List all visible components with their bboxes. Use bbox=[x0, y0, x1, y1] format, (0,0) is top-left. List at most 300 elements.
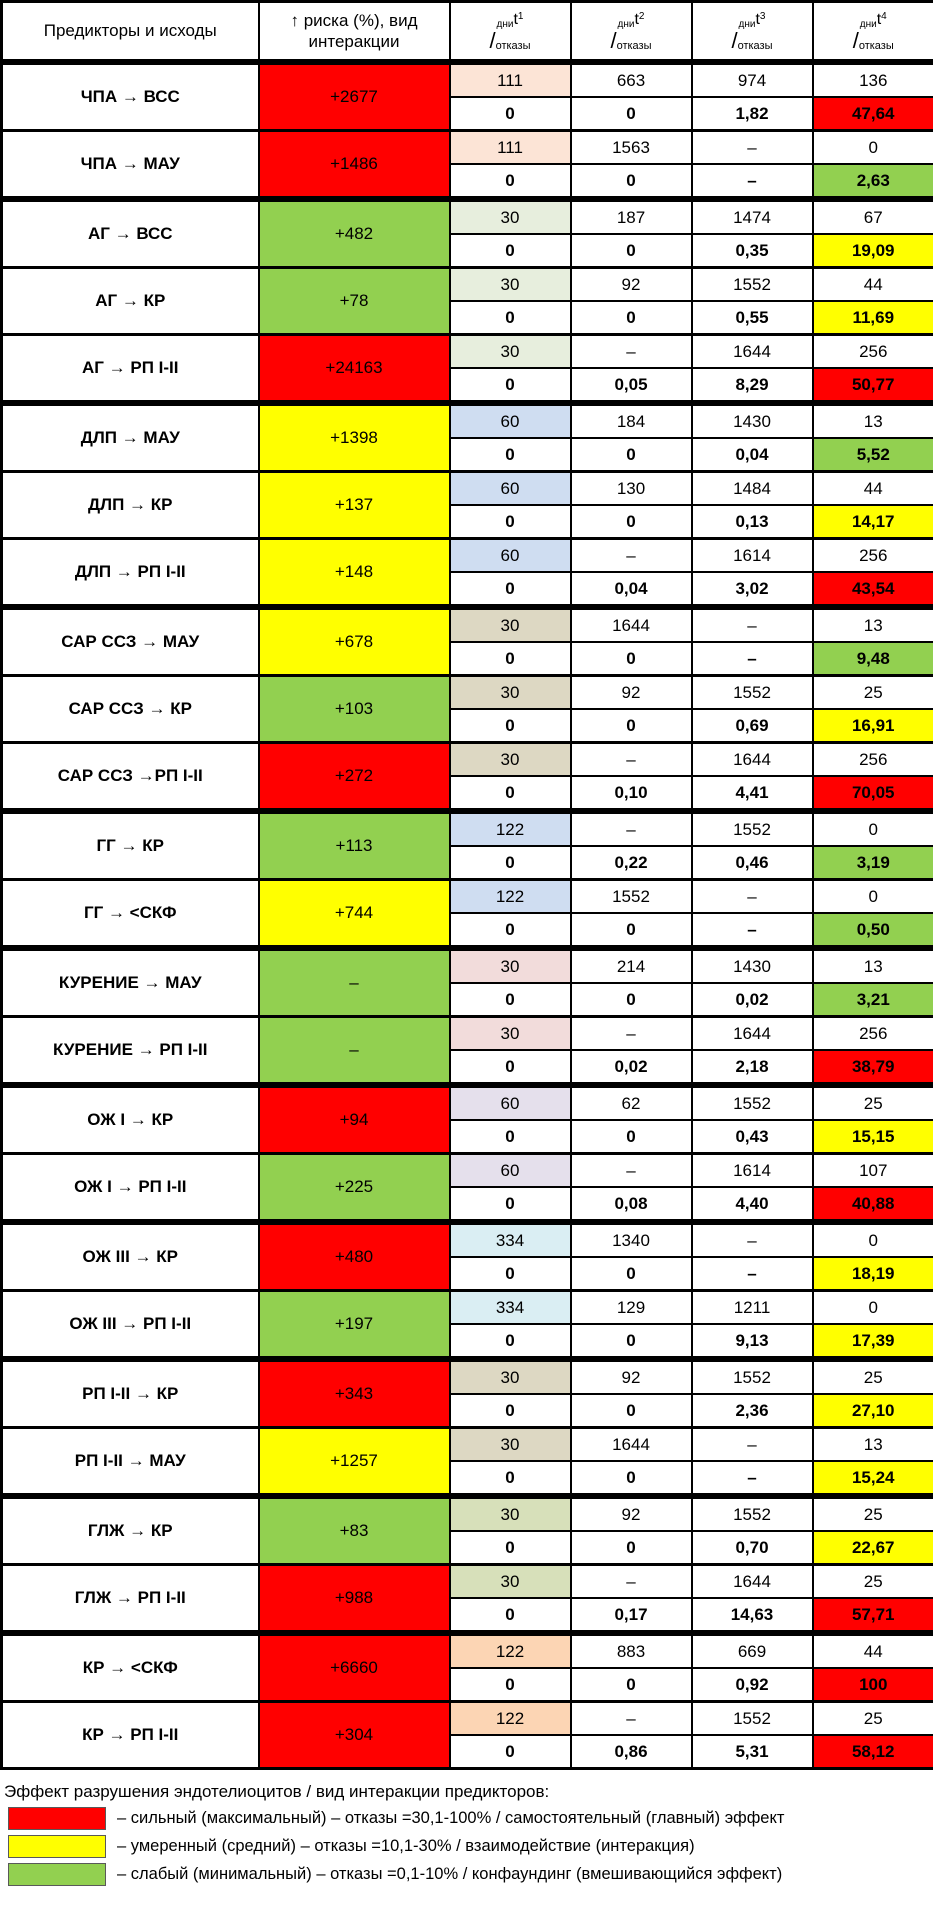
days-row bbox=[2, 880, 933, 914]
days-cell-t2: 92 bbox=[571, 1496, 692, 1531]
header-time-col: дниt$^4$ /отказы bbox=[813, 2, 933, 63]
days-cell-t2: – bbox=[571, 1702, 692, 1736]
predictor-cell: ГГ → КР bbox=[2, 811, 259, 880]
days-row bbox=[2, 403, 933, 438]
predictor-cell: ОЖ III → КР bbox=[2, 1222, 259, 1291]
days-cell-t1: 122 bbox=[450, 811, 571, 846]
days-cell-t2: 883 bbox=[571, 1633, 692, 1668]
predictor-cell: ДЛП → МАУ bbox=[2, 403, 259, 472]
fails-cell-t1: 0 bbox=[450, 1598, 571, 1633]
fails-cell-t1: 0 bbox=[450, 505, 571, 539]
row-group bbox=[2, 335, 933, 404]
row-group bbox=[2, 1633, 933, 1702]
predictor-cell: ОЖ III → РП I-II bbox=[2, 1291, 259, 1360]
days-row bbox=[2, 62, 933, 97]
days-cell-t3: 974 bbox=[692, 62, 813, 97]
fails-cell-t3: 0,46 bbox=[692, 846, 813, 880]
fails-cell-t2: 0 bbox=[571, 1668, 692, 1702]
days-cell-t2: 1644 bbox=[571, 1428, 692, 1462]
predictor-cell: ГГ → <СКФ bbox=[2, 880, 259, 949]
fails-cell-t1: 0 bbox=[450, 913, 571, 948]
fails-cell-t1: 0 bbox=[450, 642, 571, 676]
fails-cell-t4: 38,79 bbox=[813, 1050, 933, 1085]
days-cell-t4: 13 bbox=[813, 403, 933, 438]
fails-cell-t2: 0,17 bbox=[571, 1598, 692, 1633]
legend-title: Эффект разрушения эндотелиоцитов / вид интеракции предикторов: bbox=[4, 1782, 550, 1801]
fails-cell-t3: – bbox=[692, 1257, 813, 1291]
fails-cell-t4: 15,15 bbox=[813, 1120, 933, 1154]
days-row bbox=[2, 1017, 933, 1051]
row-group bbox=[2, 539, 933, 608]
days-cell-t3: 1644 bbox=[692, 743, 813, 777]
fails-cell-t3: 0,04 bbox=[692, 438, 813, 472]
days-cell-t3: 1552 bbox=[692, 1085, 813, 1120]
fails-cell-t1: 0 bbox=[450, 1257, 571, 1291]
days-row bbox=[2, 1496, 933, 1531]
days-row bbox=[2, 1565, 933, 1599]
risk-cell: +6660 bbox=[259, 1633, 450, 1702]
header-predictors: Предикторы и исходы bbox=[2, 2, 259, 63]
predictor-cell: САР ССЗ →РП I-II bbox=[2, 743, 259, 812]
days-cell-t2: 92 bbox=[571, 676, 692, 710]
days-cell-t4: 25 bbox=[813, 1496, 933, 1531]
days-cell-t1: 111 bbox=[450, 131, 571, 165]
fails-cell-t1: 0 bbox=[450, 368, 571, 403]
days-cell-t3: 1552 bbox=[692, 811, 813, 846]
days-cell-t2: – bbox=[571, 1565, 692, 1599]
fails-cell-t2: 0 bbox=[571, 642, 692, 676]
days-cell-t3: 1644 bbox=[692, 1565, 813, 1599]
fails-cell-t1: 0 bbox=[450, 1461, 571, 1496]
fails-cell-t3: 0,43 bbox=[692, 1120, 813, 1154]
fails-cell-t4: 27,10 bbox=[813, 1394, 933, 1428]
days-cell-t1: 122 bbox=[450, 1702, 571, 1736]
days-row bbox=[2, 948, 933, 983]
days-row bbox=[2, 676, 933, 710]
fails-cell-t2: 0 bbox=[571, 1324, 692, 1359]
fails-cell-t2: 0,05 bbox=[571, 368, 692, 403]
fails-cell-t2: 0 bbox=[571, 97, 692, 131]
row-group bbox=[2, 948, 933, 1017]
predictor-cell: ДЛП → КР bbox=[2, 472, 259, 539]
fails-cell-t4: 16,91 bbox=[813, 709, 933, 743]
predictor-cell: АГ → РП I-II bbox=[2, 335, 259, 404]
fails-cell-t3: 14,63 bbox=[692, 1598, 813, 1633]
days-cell-t1: 111 bbox=[450, 62, 571, 97]
fails-cell-t4: 17,39 bbox=[813, 1324, 933, 1359]
days-cell-t2: – bbox=[571, 335, 692, 369]
row-group bbox=[2, 1565, 933, 1634]
fails-cell-t1: 0 bbox=[450, 776, 571, 811]
days-cell-t2: 92 bbox=[571, 268, 692, 302]
predictor-cell: САР ССЗ → КР bbox=[2, 676, 259, 743]
days-cell-t2: 1644 bbox=[571, 607, 692, 642]
days-cell-t2: 184 bbox=[571, 403, 692, 438]
days-cell-t3: 1552 bbox=[692, 268, 813, 302]
days-cell-t4: 25 bbox=[813, 676, 933, 710]
fails-cell-t2: 0,08 bbox=[571, 1187, 692, 1222]
fails-cell-t4: 11,69 bbox=[813, 301, 933, 335]
risk-cell: +94 bbox=[259, 1085, 450, 1154]
row-group bbox=[2, 1359, 933, 1428]
fails-cell-t1: 0 bbox=[450, 709, 571, 743]
row-group bbox=[2, 676, 933, 743]
days-cell-t2: 62 bbox=[571, 1085, 692, 1120]
risk-cell: +137 bbox=[259, 472, 450, 539]
fails-cell-t2: 0,04 bbox=[571, 572, 692, 607]
fails-cell-t1: 0 bbox=[450, 846, 571, 880]
fails-cell-t1: 0 bbox=[450, 301, 571, 335]
fails-cell-t3: 0,02 bbox=[692, 983, 813, 1017]
fails-cell-t4: 22,67 bbox=[813, 1531, 933, 1565]
header-risk: ↑ риска (%), вид интеракции bbox=[259, 2, 450, 63]
days-cell-t4: 0 bbox=[813, 1291, 933, 1325]
risk-cell: +113 bbox=[259, 811, 450, 880]
fails-cell-t1: 0 bbox=[450, 1394, 571, 1428]
fails-cell-t4: 0,50 bbox=[813, 913, 933, 948]
days-cell-t2: 1552 bbox=[571, 880, 692, 914]
days-cell-t3: 1552 bbox=[692, 1359, 813, 1394]
fails-cell-t4: 2,63 bbox=[813, 164, 933, 199]
row-group bbox=[2, 1154, 933, 1223]
header-time-col: дниt$^1$ /отказы bbox=[450, 2, 571, 63]
days-cell-t4: 0 bbox=[813, 811, 933, 846]
legend-swatch bbox=[8, 1835, 106, 1858]
days-cell-t1: 30 bbox=[450, 743, 571, 777]
risk-cell: +988 bbox=[259, 1565, 450, 1634]
legend-item bbox=[8, 1862, 933, 1886]
days-cell-t3: – bbox=[692, 131, 813, 165]
fails-cell-t2: 0 bbox=[571, 438, 692, 472]
days-cell-t4: 25 bbox=[813, 1085, 933, 1120]
fails-cell-t2: 0 bbox=[571, 301, 692, 335]
days-cell-t3: 1644 bbox=[692, 1017, 813, 1051]
days-cell-t1: 122 bbox=[450, 880, 571, 914]
days-cell-t2: 1340 bbox=[571, 1222, 692, 1257]
row-group bbox=[2, 1291, 933, 1360]
row-group bbox=[2, 403, 933, 472]
days-cell-t4: 256 bbox=[813, 743, 933, 777]
risk-cell: +343 bbox=[259, 1359, 450, 1428]
fails-cell-t2: 0,22 bbox=[571, 846, 692, 880]
days-cell-t2: 92 bbox=[571, 1359, 692, 1394]
days-cell-t3: 1614 bbox=[692, 1154, 813, 1188]
days-cell-t4: 13 bbox=[813, 607, 933, 642]
fails-cell-t1: 0 bbox=[450, 97, 571, 131]
fails-cell-t2: 0 bbox=[571, 709, 692, 743]
risk-cell: +1257 bbox=[259, 1428, 450, 1497]
risk-cell: +1486 bbox=[259, 131, 450, 200]
fails-cell-t3: 0,70 bbox=[692, 1531, 813, 1565]
fails-cell-t3: 0,69 bbox=[692, 709, 813, 743]
days-cell-t3: – bbox=[692, 1428, 813, 1462]
risk-cell: +272 bbox=[259, 743, 450, 812]
fails-cell-t3: 0,13 bbox=[692, 505, 813, 539]
fails-cell-t1: 0 bbox=[450, 1120, 571, 1154]
days-cell-t2: – bbox=[571, 1017, 692, 1051]
days-cell-t1: 60 bbox=[450, 1154, 571, 1188]
fails-cell-t3: – bbox=[692, 642, 813, 676]
days-cell-t1: 30 bbox=[450, 1359, 571, 1394]
days-cell-t1: 30 bbox=[450, 199, 571, 234]
row-group bbox=[2, 1017, 933, 1086]
days-row bbox=[2, 1222, 933, 1257]
risk-cell: +482 bbox=[259, 199, 450, 268]
fails-cell-t4: 70,05 bbox=[813, 776, 933, 811]
days-cell-t2: – bbox=[571, 743, 692, 777]
days-cell-t2: 663 bbox=[571, 62, 692, 97]
fails-cell-t3: 4,40 bbox=[692, 1187, 813, 1222]
fails-cell-t3: 9,13 bbox=[692, 1324, 813, 1359]
days-cell-t4: 44 bbox=[813, 1633, 933, 1668]
row-group bbox=[2, 199, 933, 268]
row-group bbox=[2, 811, 933, 880]
risk-cell: +1398 bbox=[259, 403, 450, 472]
days-cell-t3: 1614 bbox=[692, 539, 813, 573]
days-cell-t1: 60 bbox=[450, 403, 571, 438]
days-cell-t4: 107 bbox=[813, 1154, 933, 1188]
fails-cell-t2: 0 bbox=[571, 1461, 692, 1496]
fails-cell-t4: 3,19 bbox=[813, 846, 933, 880]
header-time-col: дниt$^2$ /отказы bbox=[571, 2, 692, 63]
fails-cell-t3: 1,82 bbox=[692, 97, 813, 131]
predictor-cell: КР → <СКФ bbox=[2, 1633, 259, 1702]
days-cell-t4: 25 bbox=[813, 1565, 933, 1599]
days-cell-t3: – bbox=[692, 1222, 813, 1257]
fails-cell-t2: 0,10 bbox=[571, 776, 692, 811]
days-cell-t4: 44 bbox=[813, 268, 933, 302]
fails-cell-t1: 0 bbox=[450, 572, 571, 607]
fails-cell-t4: 9,48 bbox=[813, 642, 933, 676]
days-cell-t1: 60 bbox=[450, 1085, 571, 1120]
risk-cell: +678 bbox=[259, 607, 450, 676]
days-cell-t2: 1563 bbox=[571, 131, 692, 165]
days-cell-t3: 669 bbox=[692, 1633, 813, 1668]
fails-cell-t1: 0 bbox=[450, 983, 571, 1017]
days-cell-t4: 25 bbox=[813, 1359, 933, 1394]
risk-cell: +197 bbox=[259, 1291, 450, 1360]
row-group bbox=[2, 1496, 933, 1565]
predictor-cell: РП I-II → МАУ bbox=[2, 1428, 259, 1497]
row-group bbox=[2, 1085, 933, 1154]
row-group bbox=[2, 1428, 933, 1497]
legend-item bbox=[8, 1806, 933, 1830]
days-cell-t1: 60 bbox=[450, 472, 571, 506]
risk-cell: +24163 bbox=[259, 335, 450, 404]
row-group bbox=[2, 743, 933, 812]
fails-cell-t3: 3,02 bbox=[692, 572, 813, 607]
days-cell-t1: 60 bbox=[450, 539, 571, 573]
days-row bbox=[2, 539, 933, 573]
fails-cell-t1: 0 bbox=[450, 234, 571, 268]
days-row bbox=[2, 1154, 933, 1188]
fails-cell-t2: 0 bbox=[571, 983, 692, 1017]
risk-cell: +304 bbox=[259, 1702, 450, 1769]
days-row bbox=[2, 607, 933, 642]
fails-cell-t3: 8,29 bbox=[692, 368, 813, 403]
fails-cell-t4: 40,88 bbox=[813, 1187, 933, 1222]
fails-cell-t4: 5,52 bbox=[813, 438, 933, 472]
predictor-cell: АГ → КР bbox=[2, 268, 259, 335]
days-cell-t4: 0 bbox=[813, 1222, 933, 1257]
fails-cell-t1: 0 bbox=[450, 1050, 571, 1085]
days-cell-t1: 30 bbox=[450, 1017, 571, 1051]
days-cell-t3: 1644 bbox=[692, 335, 813, 369]
fails-cell-t3: 0,92 bbox=[692, 1668, 813, 1702]
fails-cell-t3: 0,35 bbox=[692, 234, 813, 268]
days-row bbox=[2, 1633, 933, 1668]
row-group bbox=[2, 1702, 933, 1769]
predictor-cell: ОЖ I → КР bbox=[2, 1085, 259, 1154]
days-cell-t3: 1552 bbox=[692, 676, 813, 710]
predictor-cell: ДЛП → РП I-II bbox=[2, 539, 259, 608]
predictor-cell: АГ → ВСС bbox=[2, 199, 259, 268]
days-cell-t2: 130 bbox=[571, 472, 692, 506]
row-group bbox=[2, 62, 933, 131]
predictor-cell: РП I-II → КР bbox=[2, 1359, 259, 1428]
fails-cell-t2: 0 bbox=[571, 505, 692, 539]
legend-swatch bbox=[8, 1807, 106, 1830]
days-cell-t4: 13 bbox=[813, 1428, 933, 1462]
days-cell-t1: 30 bbox=[450, 335, 571, 369]
days-row bbox=[2, 1291, 933, 1325]
predictor-cell: САР ССЗ → МАУ bbox=[2, 607, 259, 676]
fails-cell-t2: 0 bbox=[571, 913, 692, 948]
fails-cell-t4: 15,24 bbox=[813, 1461, 933, 1496]
days-row bbox=[2, 472, 933, 506]
days-cell-t2: – bbox=[571, 539, 692, 573]
risk-cell: +480 bbox=[259, 1222, 450, 1291]
days-cell-t4: 256 bbox=[813, 335, 933, 369]
days-cell-t2: – bbox=[571, 811, 692, 846]
fails-cell-t1: 0 bbox=[450, 164, 571, 199]
days-cell-t3: – bbox=[692, 607, 813, 642]
days-cell-t3: 1430 bbox=[692, 403, 813, 438]
days-cell-t1: 30 bbox=[450, 948, 571, 983]
legend-text: – сильный (максимальный) – отказы =30,1-100% / самостоятельный (главный) эффект bbox=[117, 1808, 785, 1827]
risk-cell: +103 bbox=[259, 676, 450, 743]
risk-cell: +744 bbox=[259, 880, 450, 949]
days-cell-t1: 30 bbox=[450, 607, 571, 642]
predictor-cell: ГЛЖ → РП I-II bbox=[2, 1565, 259, 1634]
fails-cell-t3: 5,31 bbox=[692, 1735, 813, 1769]
fails-cell-t4: 43,54 bbox=[813, 572, 933, 607]
fails-cell-t4: 50,77 bbox=[813, 368, 933, 403]
predictor-cell: ОЖ I → РП I-II bbox=[2, 1154, 259, 1223]
fails-cell-t3: 2,36 bbox=[692, 1394, 813, 1428]
fails-cell-t1: 0 bbox=[450, 1187, 571, 1222]
fails-cell-t2: 0 bbox=[571, 164, 692, 199]
fails-cell-t3: – bbox=[692, 164, 813, 199]
days-cell-t2: – bbox=[571, 1154, 692, 1188]
fails-cell-t3: – bbox=[692, 913, 813, 948]
legend-text: – умеренный (средний) – отказы =10,1-30% / взаимодействие (интеракция) bbox=[117, 1836, 695, 1855]
fails-cell-t4: 58,12 bbox=[813, 1735, 933, 1769]
risk-cell: – bbox=[259, 1017, 450, 1086]
days-cell-t1: 334 bbox=[450, 1291, 571, 1325]
days-cell-t3: 1474 bbox=[692, 199, 813, 234]
days-cell-t2: 214 bbox=[571, 948, 692, 983]
fails-cell-t2: 0 bbox=[571, 1257, 692, 1291]
row-group bbox=[2, 472, 933, 539]
fails-cell-t4: 19,09 bbox=[813, 234, 933, 268]
days-cell-t2: 129 bbox=[571, 1291, 692, 1325]
days-row bbox=[2, 1359, 933, 1394]
fails-cell-t3: 4,41 bbox=[692, 776, 813, 811]
days-cell-t1: 334 bbox=[450, 1222, 571, 1257]
days-cell-t4: 256 bbox=[813, 539, 933, 573]
days-row bbox=[2, 1085, 933, 1120]
days-row bbox=[2, 335, 933, 369]
predictor-cell: КУРЕНИЕ → МАУ bbox=[2, 948, 259, 1017]
fails-cell-t4: 47,64 bbox=[813, 97, 933, 131]
predictor-cell: ЧПА → МАУ bbox=[2, 131, 259, 200]
days-row bbox=[2, 743, 933, 777]
risk-cell: +83 bbox=[259, 1496, 450, 1565]
days-cell-t4: 136 bbox=[813, 62, 933, 97]
days-cell-t1: 30 bbox=[450, 1565, 571, 1599]
predictor-cell: КР → РП I-II bbox=[2, 1702, 259, 1769]
days-cell-t3: 1211 bbox=[692, 1291, 813, 1325]
days-cell-t1: 30 bbox=[450, 676, 571, 710]
days-cell-t4: 67 bbox=[813, 199, 933, 234]
days-cell-t3: 1484 bbox=[692, 472, 813, 506]
fails-cell-t2: 0 bbox=[571, 234, 692, 268]
fails-cell-t2: 0,86 bbox=[571, 1735, 692, 1769]
days-cell-t4: 13 bbox=[813, 948, 933, 983]
days-cell-t1: 122 bbox=[450, 1633, 571, 1668]
fails-cell-t3: – bbox=[692, 1461, 813, 1496]
fails-cell-t2: 0 bbox=[571, 1394, 692, 1428]
row-group bbox=[2, 1222, 933, 1291]
legend-swatch bbox=[8, 1863, 106, 1886]
days-cell-t1: 30 bbox=[450, 1428, 571, 1462]
fails-cell-t2: 0 bbox=[571, 1120, 692, 1154]
row-group bbox=[2, 880, 933, 949]
days-cell-t4: 0 bbox=[813, 131, 933, 165]
days-cell-t4: 25 bbox=[813, 1702, 933, 1736]
row-group bbox=[2, 607, 933, 676]
legend bbox=[0, 1770, 933, 1896]
days-cell-t4: 256 bbox=[813, 1017, 933, 1051]
fails-cell-t1: 0 bbox=[450, 1668, 571, 1702]
fails-cell-t2: 0,02 bbox=[571, 1050, 692, 1085]
risk-cell: +148 bbox=[259, 539, 450, 608]
table-header bbox=[2, 2, 933, 63]
days-cell-t3: 1552 bbox=[692, 1496, 813, 1531]
days-row bbox=[2, 199, 933, 234]
fails-cell-t1: 0 bbox=[450, 1324, 571, 1359]
days-cell-t4: 0 bbox=[813, 880, 933, 914]
fails-cell-t1: 0 bbox=[450, 438, 571, 472]
header-time-col: дниt$^3$ /отказы bbox=[692, 2, 813, 63]
days-row bbox=[2, 1428, 933, 1462]
days-row bbox=[2, 811, 933, 846]
predictor-cell: ЧПА → ВСС bbox=[2, 62, 259, 131]
risk-cell: +225 bbox=[259, 1154, 450, 1223]
fails-cell-t4: 3,21 bbox=[813, 983, 933, 1017]
days-cell-t1: 30 bbox=[450, 268, 571, 302]
days-cell-t2: 187 bbox=[571, 199, 692, 234]
risk-cell: – bbox=[259, 948, 450, 1017]
fails-cell-t4: 18,19 bbox=[813, 1257, 933, 1291]
fails-cell-t4: 57,71 bbox=[813, 1598, 933, 1633]
header-row bbox=[2, 2, 933, 63]
fails-cell-t4: 14,17 bbox=[813, 505, 933, 539]
row-group bbox=[2, 268, 933, 335]
legend-item bbox=[8, 1834, 933, 1858]
days-cell-t3: – bbox=[692, 880, 813, 914]
